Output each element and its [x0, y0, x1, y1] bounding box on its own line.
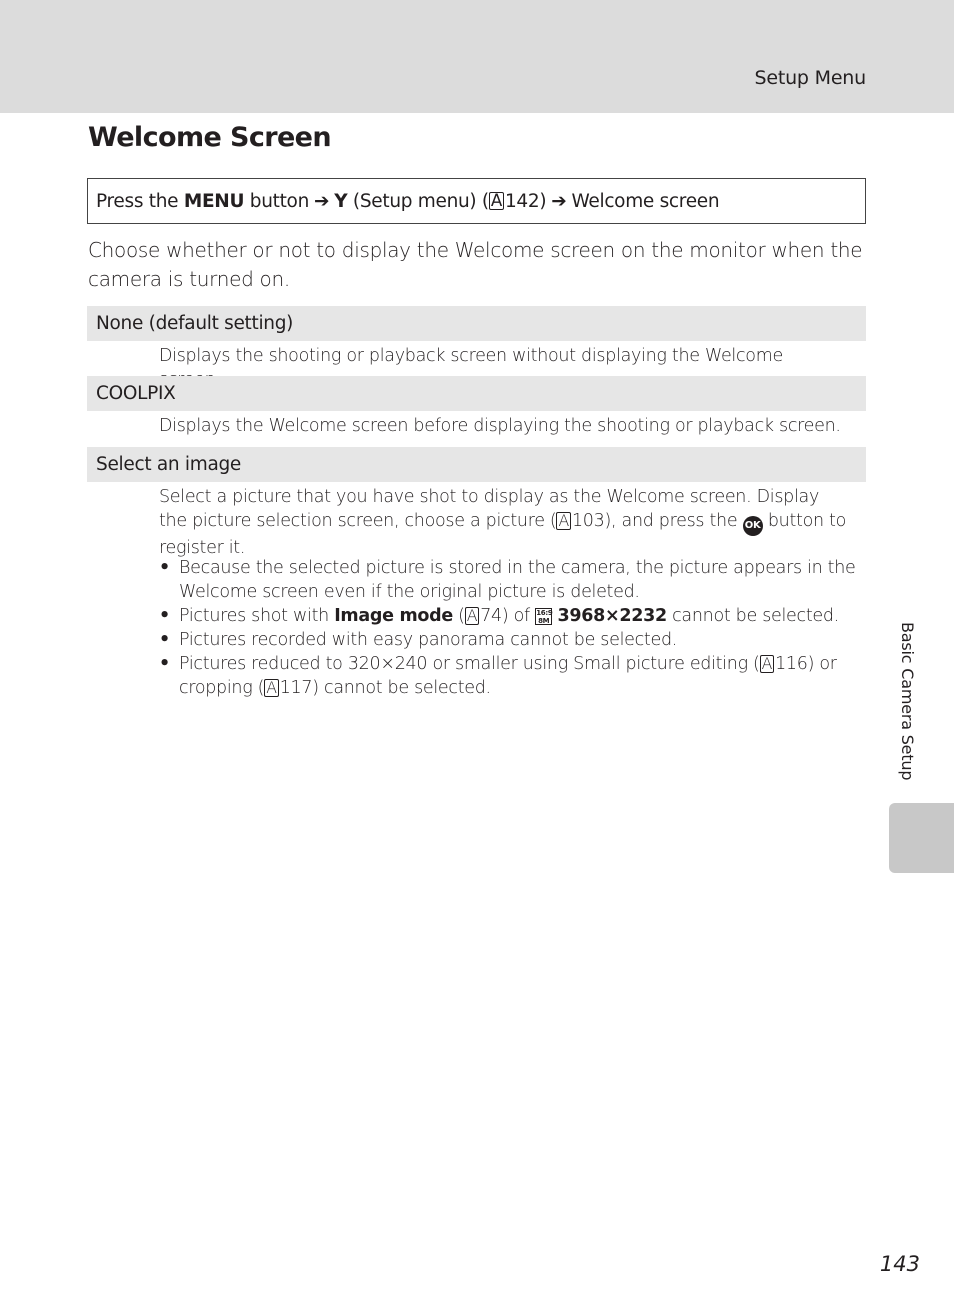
note-ref: 116	[775, 654, 808, 674]
nav-press-text: Press the	[96, 190, 179, 212]
book-reference-icon: A	[558, 511, 569, 530]
section-label: Setup Menu	[754, 67, 866, 89]
option-description-coolpix: Displays the Welcome screen before displaying the shooting or playback screen.	[159, 416, 841, 436]
option-header-none: None (default setting)	[87, 306, 866, 341]
note-text: (	[458, 606, 465, 626]
note-text: Because the selected picture is stored in the camera, the picture appears in the Welcome screen even if the original picture is deleted.	[179, 558, 856, 602]
nav-setup-menu-text: (Setup menu) (	[352, 190, 489, 212]
nav-close-paren: )	[539, 190, 547, 212]
note-text: Pictures reduced to 320×240 or smaller using Small picture editing (	[179, 654, 760, 674]
ok-button-icon: OK	[743, 516, 763, 536]
note-text: cannot be selected.	[672, 606, 839, 626]
menu-button-icon: MENU	[183, 190, 245, 212]
option-header-coolpix: COOLPIX	[87, 376, 866, 411]
side-tab-label: Basic Camera Setup	[898, 622, 917, 781]
intro-paragraph: Choose whether or not to display the Welcome screen on the monitor when the camera is turned on.	[88, 238, 863, 291]
arrow-right-icon: ➔	[314, 190, 330, 212]
list-item	[159, 628, 859, 652]
note-text: Pictures shot with	[179, 606, 329, 626]
option-description-none: Displays the shooting or playback screen without displaying the Welcome	[159, 346, 783, 366]
bullet-icon: •	[159, 558, 170, 578]
page-number: 143	[879, 1252, 920, 1276]
note-ref: 117	[279, 678, 313, 698]
image-size-value: 3968×2232	[557, 606, 667, 626]
book-reference-icon: A	[490, 190, 502, 210]
list-item	[159, 556, 859, 604]
arrow-right-icon: ➔	[551, 190, 567, 212]
image-mode-label: Image mode	[334, 606, 453, 626]
list-item	[159, 652, 859, 700]
option-header-select-image: Select an image	[87, 447, 866, 482]
image-size-icon	[535, 608, 552, 625]
select-desc-part2: ), and press the	[604, 511, 738, 531]
image-size-icon-ratio: 16:9	[536, 609, 553, 617]
nav-button-text: button	[249, 190, 310, 212]
page-title: Welcome Screen	[88, 122, 331, 153]
note-text: Pictures recorded with easy panorama cannot be selected.	[179, 630, 678, 650]
menu-path-box	[87, 178, 866, 224]
image-size-icon-mp: 8M	[538, 617, 550, 625]
nav-ref-page: 142	[504, 190, 540, 212]
note-text: ) or cropping (	[179, 654, 837, 698]
nav-destination: Welcome screen	[571, 190, 720, 212]
note-ref: 74	[480, 606, 502, 626]
note-text: ) of	[501, 606, 530, 626]
option-description-select-image	[159, 485, 849, 560]
chapter-tab	[889, 803, 954, 873]
setup-menu-icon: Y	[334, 190, 348, 212]
book-reference-icon: A	[761, 654, 773, 673]
select-desc-part3: button to register it.	[159, 511, 846, 558]
bullet-icon: •	[159, 630, 170, 650]
note-text: ) cannot be selected.	[312, 678, 491, 698]
bullet-icon: •	[159, 606, 170, 626]
header-band	[0, 0, 954, 113]
select-desc-ref: 103	[571, 511, 605, 531]
list-item	[159, 604, 859, 628]
book-reference-icon: A	[466, 606, 478, 625]
bullet-icon: •	[159, 654, 170, 674]
book-reference-icon: A	[266, 678, 277, 697]
notes-list	[159, 556, 859, 700]
select-desc-part1: Select a picture that you have shot to display as the Welcome screen. Display the picture selection screen, choose a picture (	[159, 487, 820, 531]
